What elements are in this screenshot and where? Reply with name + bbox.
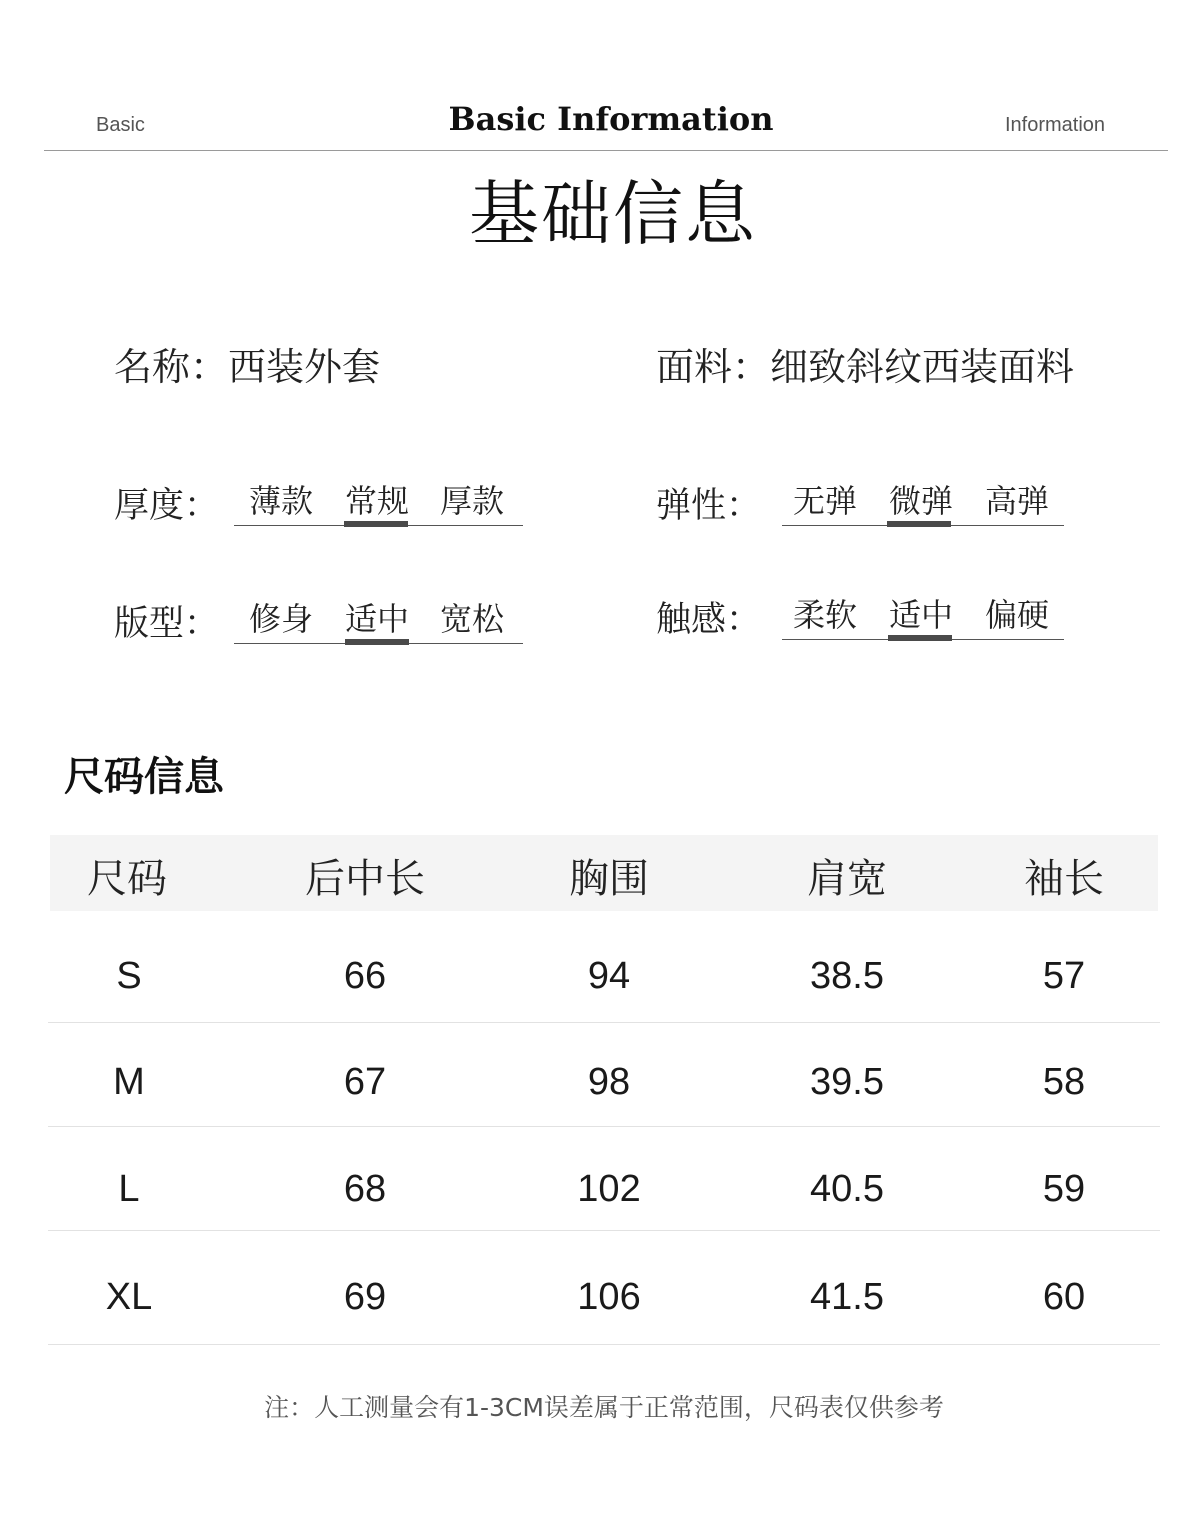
table-cell: 57 — [1042, 955, 1086, 997]
attr-label-touch: 触感： — [656, 600, 762, 640]
attr-options-thickness — [234, 476, 523, 524]
table-cell: 69 — [343, 1276, 387, 1318]
table-cell: 41.5 — [810, 1276, 884, 1318]
table-cell: 66 — [343, 955, 387, 997]
column-header: 肩宽 — [807, 856, 887, 902]
measurement-note: 注：人工测量会有1-3CM误差属于正常范围，尺码表仅供参考 — [264, 1393, 944, 1422]
option-label: 常规 — [344, 482, 409, 520]
product-fabric: 面料：细致斜纹西装面料 — [656, 345, 1075, 389]
header-divider — [44, 150, 1168, 151]
page-title: 基础信息 — [469, 173, 757, 255]
header-left-label: Basic — [96, 114, 145, 136]
table-cell: 98 — [587, 1061, 631, 1103]
size-section-title: 尺码信息 — [64, 754, 224, 800]
option-label: 无弹 — [792, 482, 857, 520]
table-cell: 102 — [577, 1168, 641, 1210]
option-label: 宽松 — [439, 600, 504, 638]
table-cell: XL — [105, 1276, 153, 1318]
table-cell: 68 — [343, 1168, 387, 1210]
row-divider — [48, 1344, 1160, 1345]
attr-label-thickness: 厚度： — [114, 486, 220, 526]
selected-marker — [344, 521, 408, 527]
table-cell: L — [118, 1168, 140, 1210]
header-center-title: Basic Information — [448, 100, 774, 138]
attr-label-fit: 版型： — [114, 604, 220, 644]
table-cell: 94 — [587, 955, 631, 997]
selected-marker — [888, 635, 952, 641]
selected-marker — [345, 639, 409, 645]
table-cell: 38.5 — [810, 955, 884, 997]
row-divider — [48, 1230, 1160, 1231]
attr-options-fit — [234, 594, 523, 642]
attr-label-elasticity: 弹性： — [656, 486, 762, 526]
table-cell: 58 — [1042, 1061, 1086, 1103]
column-header: 胸围 — [569, 856, 649, 902]
option-label: 适中 — [888, 596, 953, 634]
row-divider — [48, 1126, 1160, 1127]
product-name: 名称：西装外套 — [114, 345, 381, 389]
header-right-label: Information — [1005, 114, 1106, 136]
table-cell: M — [113, 1061, 145, 1103]
table-header — [50, 835, 1158, 911]
table-cell: 106 — [577, 1276, 641, 1318]
attr-options-touch — [782, 590, 1064, 638]
table-cell: 40.5 — [810, 1168, 884, 1210]
table-cell: 39.5 — [810, 1061, 884, 1103]
column-header: 后中长 — [305, 856, 425, 902]
option-label: 修身 — [248, 600, 313, 638]
option-label: 偏硬 — [984, 596, 1049, 634]
table-cell: 59 — [1042, 1168, 1086, 1210]
option-label: 柔软 — [792, 596, 857, 634]
table-cell: 60 — [1042, 1276, 1086, 1318]
attr-options-elasticity — [782, 476, 1064, 524]
selected-marker — [887, 521, 951, 527]
column-header: 袖长 — [1024, 856, 1104, 902]
option-label: 微弹 — [888, 482, 953, 520]
column-header: 尺码 — [87, 856, 167, 902]
option-label: 高弹 — [984, 482, 1049, 520]
row-divider — [48, 1022, 1160, 1023]
option-label: 厚款 — [439, 482, 504, 520]
option-label: 薄款 — [248, 482, 313, 520]
option-label: 适中 — [344, 600, 409, 638]
table-cell: 67 — [343, 1061, 387, 1103]
table-cell: S — [116, 955, 142, 997]
